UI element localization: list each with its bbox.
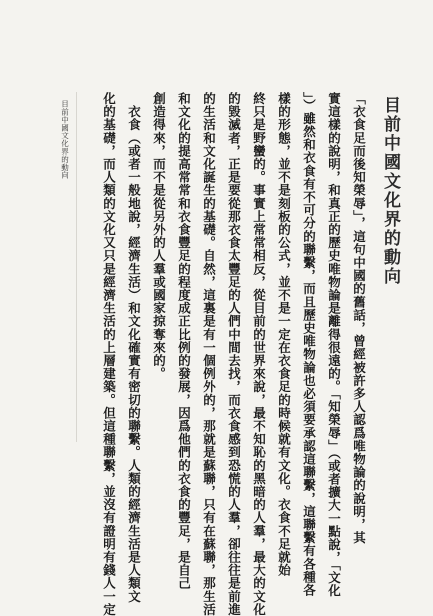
text-column-4: 樣的形態，並不是刻板的公式，並不是一定在衣食足的時候就有文化。衣食不足就始	[276, 92, 292, 577]
text-column-9: 創造得來，而不是從另外的人羣或國家掠奪來的。	[151, 92, 167, 381]
text-column-10: 衣食（或者一般地說，經濟生活）和文化確實有密切的聯繫。人類的經濟生活是人類文	[126, 92, 142, 603]
text-column-7: 的生活和文化誕生的基礎。自然，這裏是有一個例外的，那就是蘇聯，只有在蘇聯，那生活	[201, 92, 217, 616]
text-column-11: 化的基礎，而人類的文化又只是經濟生活的上層建築。但這種聯繫，並沒有證明有錢人一定	[101, 92, 117, 616]
running-title: 目前中國文化界的動向	[380, 96, 400, 286]
text-column-3: 」）雖然和衣食有不可分的聯繫，而且歷史唯物論也必須要承認這聯繫，這聯繫有各種各	[301, 92, 317, 597]
text-column-8: 和文化的提高常常和衣食豐足的程度成正比例的發展，因爲他們的衣食的豐足，是自己	[176, 92, 192, 590]
text-column-6: 的毀滅者，正是要從那衣食太豐足的人們中間去找，而衣食感到恐慌的人羣，卻往往是前進	[226, 92, 242, 616]
side-title: 目前中國文化界的動向	[60, 100, 70, 179]
text-column-5: 終只是野蠻的。事實上常常相反，從目前的世界來說，最不知恥的黑暗的人羣，最大的文化	[251, 92, 267, 616]
text-column-2: 實這樣的說明，和真正的歷史唯物論是離得很遠的。「知榮辱」（或者擴大一點說，「文化	[326, 92, 342, 598]
text-column-1: 「衣食足而後知榮辱」，這句中國的舊話，曾經被許多人認爲唯物論的說明，其	[351, 92, 367, 545]
margin-rule	[76, 92, 77, 442]
